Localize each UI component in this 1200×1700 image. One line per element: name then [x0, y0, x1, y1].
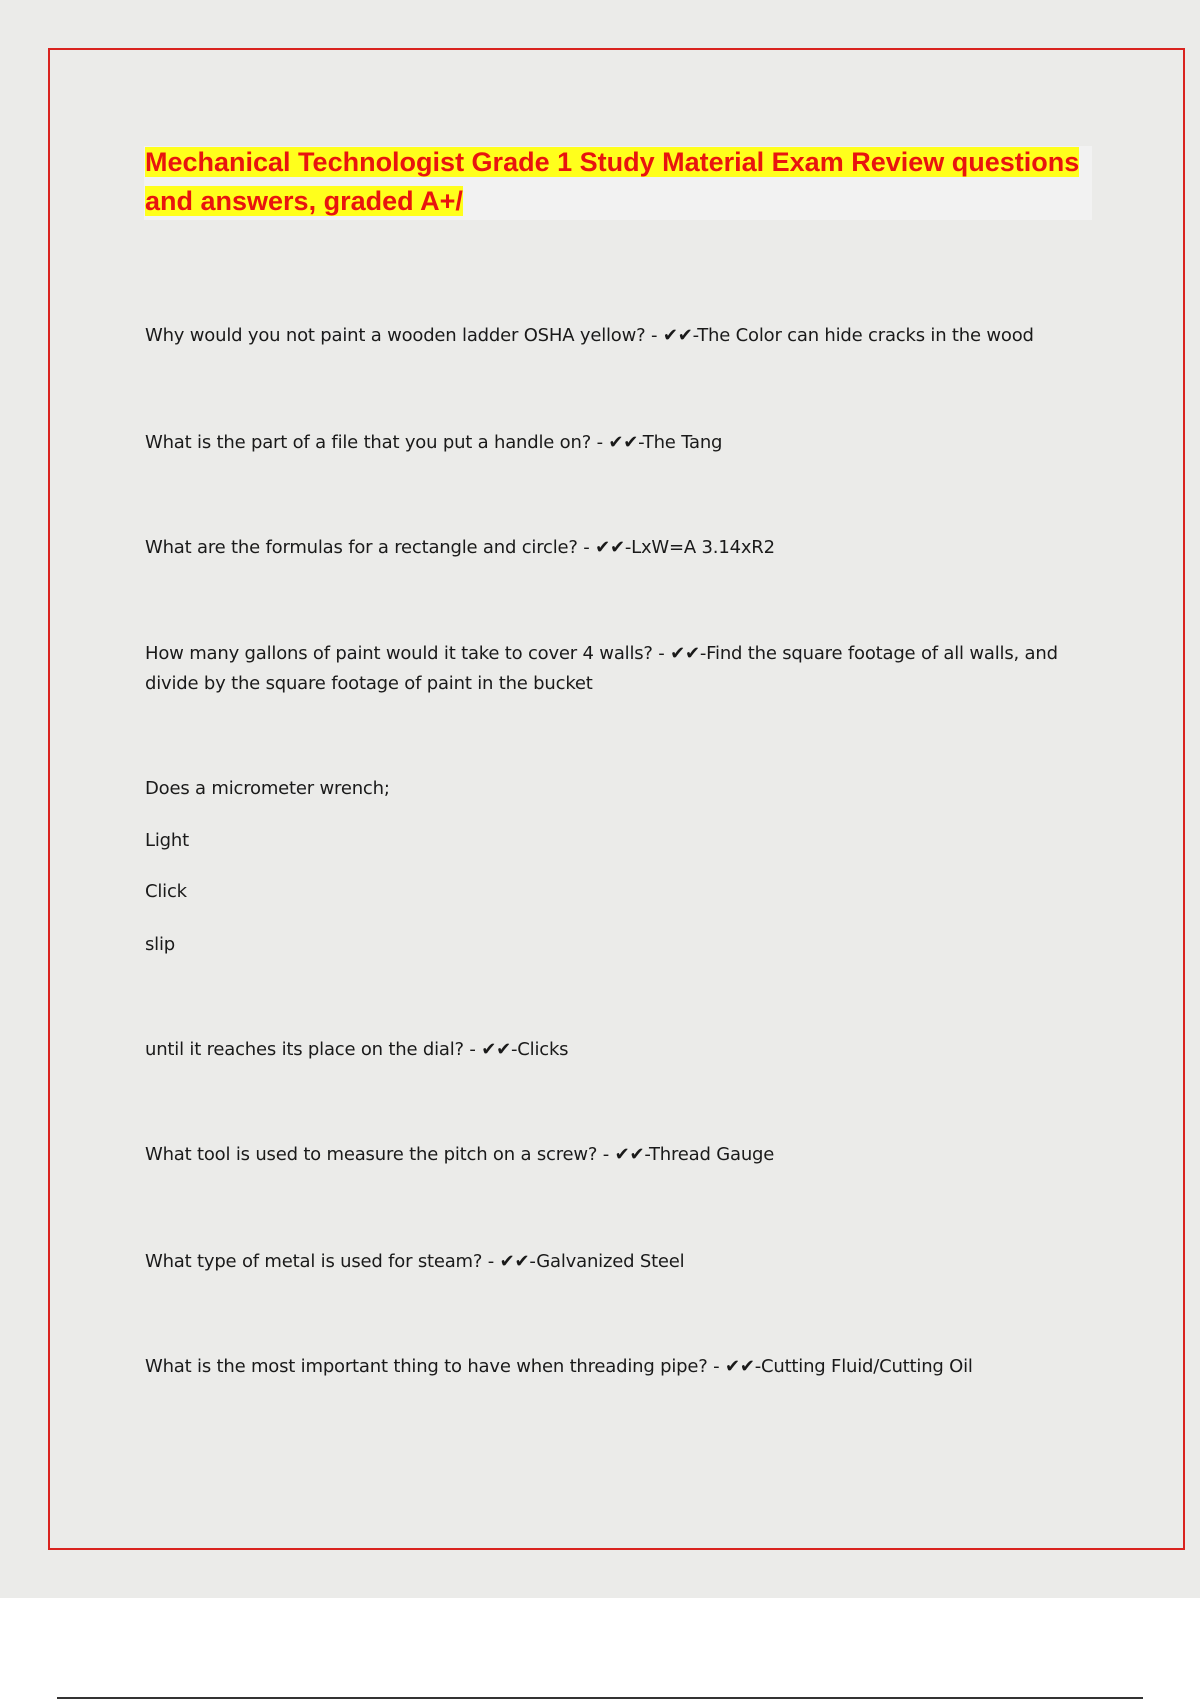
qa-line: Light [145, 830, 189, 851]
qa-line: slip [145, 934, 176, 955]
page-border [48, 48, 1185, 1550]
qa-line: What is the part of a file that you put a handle on? - ✔✔-The Tang [145, 432, 723, 453]
qa-line: What are the formulas for a rectangle and circle? - ✔✔-LxW=A 3.14xR2 [145, 537, 775, 558]
qa-line: What is the most important thing to have when threading pipe? - ✔✔-Cutting Fluid/Cutting Oil [145, 1356, 973, 1377]
qa-line: How many gallons of paint would it take to cover 4 walls? - ✔✔-Find the square footage of all walls, and divide by the square footage of paint in the bucket [145, 643, 1058, 694]
qa-line: What type of metal is used for steam? - ✔✔-Galvanized Steel [145, 1251, 685, 1272]
qa-line: Click [145, 881, 187, 902]
footer-divider [57, 1697, 1143, 1699]
qa-line: until it reaches its place on the dial? - ✔✔-Clicks [145, 1039, 569, 1060]
qa-line: What tool is used to measure the pitch on a screw? - ✔✔-Thread Gauge [145, 1144, 775, 1165]
title-highlight: Mechanical Technologist Grade 1 Study Material Exam Review questions and answers, graded A+/ [145, 147, 1080, 216]
document-title [145, 143, 1105, 221]
qa-line: Does a micrometer wrench; [145, 778, 390, 799]
qa-line: Why would you not paint a wooden ladder OSHA yellow? - ✔✔-The Color can hide cracks in the wood [145, 325, 1034, 346]
